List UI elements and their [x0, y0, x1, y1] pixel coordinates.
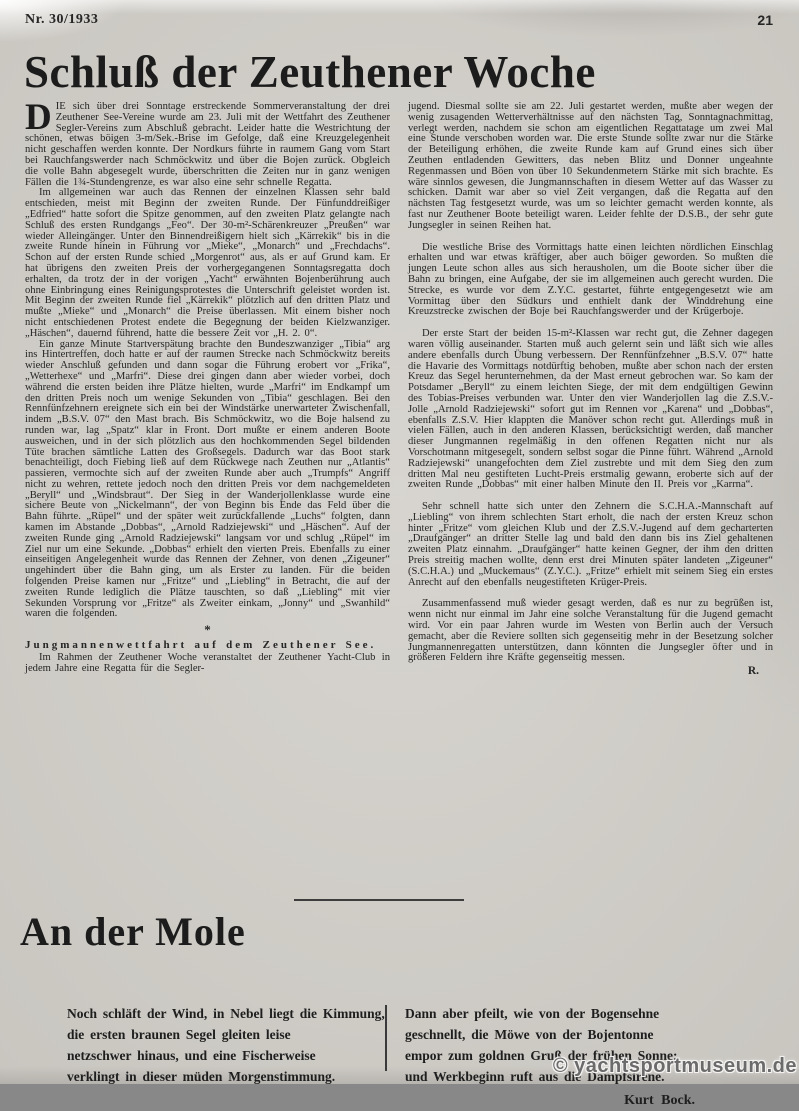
paragraph: Die westliche Brise des Vormittags hatte einen leichten nördlichen Einschlag erhalten und war etwas kräftiger, aber auch böiger geworden. So mußten die jungen Leute schon alles aus sich herausholen, um die Boote sicher über die Bahn zu bringen, eine Aufgabe, der sie im allgemeinen auch gerecht wurden. Die Strecke, es wurde vor dem Z.Y.C. gestartet, führte entgegengesetzt wie am Vormittag über den Südkurs und enthielt dank der Winddrehung eine Kreuzstrecke zwischen der Boje bei Rauchfangswerder und der Krügerboje.	[408, 241, 773, 318]
issue-number: Nr. 30/1933	[25, 12, 99, 27]
article2-title: An der Mole	[20, 909, 246, 954]
poem-line: netzschwer hinaus, und eine Fischerweise	[67, 1048, 316, 1063]
article1-title: Schluß der Zeuthener Woche	[24, 47, 596, 97]
paragraph: Im allgemeinen war auch das Rennen der einzelnen Klassen sehr bald entschieden, meist mit Beginn der zweiten Runde. Der Fünfunddreißiger „Edfried“ hatte sofort die Spitze genommen, auf den zweiten Platz gelangte nach Schluß des ersten Rundgangs „Feo“. Der 30-m²-Schärenkreuzer „Preußen“ war wieder Alleingänger. Unter den Binnendreißigern hielt sich „Kärrekik“ bis in die zweite Runde hinein in Führung vor „Mieke“, „Monarch“ und „Frechdachs“. Schon auf der ersten Runde schied „Morgenrot“ aus, als er auf Grund kam. Er hat übrigens den zweiten Preis der vorhergegangenen Sonntagsregatta doch erhalten, da trotz der in der vorigen „Yacht“ erwähnten Bojenberührung auch ohne Einbringung eines Reinigungsprotestes die Unterschrift geleistet worden ist. Mit Beginn der zweiten Runde fiel „Kärrekik“ plötzlich auf den dritten Platz und mußte „Mieke“ und „Monarch“ die Preise überlassen. Mit einem bisher noch nicht entschiedenen Protest endete die Begegnung der beiden Kielzwanziger. „Häschen“, dauernd führend, hatte die bessere Zeit vor „H. 2. 0“.	[25, 187, 390, 339]
paragraph: Zusammenfassend muß wieder gesagt werden, daß es nur zu begrüßen ist, wenn nicht nur einmal im Jahr eine solche Veranstaltung für die Jugend gemacht wird. Vor ein paar Jahren wurde im Westen von Berlin auch der Versuch gemacht, aber die Reviere sollten sich gegenseitig mehr in der Besetzung solcher Jungmannenregatten unterstützen, dann könnten die Jungsegler öfter und in größeren Feldern ihre Kräfte gegenseitig messen.	[408, 598, 773, 664]
poem-stanza-1	[25, 1003, 385, 1111]
poet-signature: Kurt Bock.	[624, 1093, 695, 1108]
page-number: 21	[757, 12, 773, 28]
poem-line: Noch schläft der Wind, in Nebel liegt die Kimmung,	[67, 1006, 385, 1021]
author-initial: R.	[747, 665, 759, 678]
paragraph: jugend. Diesmal sollte sie am 22. Juli gestartet werden, mußte aber wegen der wenig zusagenden Wetterverhältnisse auf den nächsten Tag, Sonntagnachmittag, verlegt werden, nachdem sie schon am eigentlichen Regattatage um zwei Mal eine Stunde verschoben worden war. Die erste Stunde sollte zwar nur die Stärke der Beteiligung erhöhen, die zweite Runde kam auf Grund eines sich über Zeuthen entladenden Gewitters, das neben Blitz und Donner ungeahnte Regenmassen und Böen von über 10 Sekundenmetern Stärke mit sich brachte. Es wäre sinnlos gewesen, die Jungmannschaften in diesem Wetter auf das Wasser zu schicken. Damit war aber so viel Zeit vergangen, daß die Regatta auf den nächsten Tag festgesetzt wurde, was um so leichter gemacht werden konnte, als fast nur Zeuthener Boote beteiligt waren. Leider fehlte der D.S.B., der sehr gute Jungsegler in seinen Reihen hat.	[408, 101, 773, 231]
article-divider-rule	[294, 899, 464, 901]
poem-line: und Werkbeginn ruft aus die Dampfsirene.	[405, 1069, 665, 1084]
poem-line: die ersten braunen Segel gleiten leise	[67, 1027, 291, 1042]
watermark: © yachtsportmuseum.de	[552, 1055, 797, 1077]
article1-left-column	[25, 97, 390, 688]
star-separator: *	[204, 622, 211, 638]
poem-line: geschnellt, die Möwe von der Bojentonne	[405, 1027, 654, 1042]
paragraph: Der erste Start der beiden 15-m²-Klassen war recht gut, die Zehner dagegen waren völlig auseinander. Starten muß auch gelernt sein und läßt sich wie alles andere ebenfalls durch Übung verbessern. Der Rennfünfzehner „B.S.V. 07“ hatte die Havarie des Vormittags notdürftig behoben, mußte aber schon nach der ersten Kreuz das Segel herunternehmen, da der Mast erneut gebrochen war. So kam der Potsdamer „Beryll“ zu einem leichten Siege, der mit dem endgültigen Gewinn des Tobias-Preises verbunden war. Unter den vier Wanderjollen lag die Z.S.V.-Jolle „Arnold Radziejewski“ sofort gut im Rennen vor „Karena“ und „Dobbas“, ebenfalls Z.S.V. Hier klappten die Manöver schon recht gut. Allerdings muß in vielen Fällen, auch in den anderen Klassen, berücksichtigt werden, daß mancher dieser Jungmannen regelmäßig in den offenen Regatten nicht nur als Vorschotmann mitgesegelt, sondern selbst sogar die Pinne führt. Während „Arnold Radziejewski“ unangefochten dem Ziel zustrebte und mit dem Sieg den zum dritten Mal neu gestifteten Lucht-Preis erstmalig gewann, eroberte sich auf der zweiten Runde „Dobbas“ mit einer halben Minute den II. Preis vor „Karrna“.	[408, 328, 774, 491]
paragraph	[25, 97, 390, 188]
poem-line: empor zum goldnen Gruß der frühen Sonne;	[405, 1048, 678, 1063]
article1-body	[25, 97, 774, 688]
running-head	[25, 12, 773, 28]
poem-line: verklingt in dieser müden Morgenstimmung.	[67, 1069, 336, 1084]
article1-right-column	[408, 102, 773, 688]
paragraph: Ein ganze Minute Startverspätung brachte den Bundeszwanziger „Tibia“ arg ins Hintertreffen, doch hatte er auf der raumen Strecke nach Schmöckwitz bereits wieder Anschluß gefunden und dann sogar die Führung erobert vor „Frika“, „Wetterhexe“ und „Marfri“. Diese drei gingen dann aber wieder vorbei, doch während die ersten beiden ihre Plätze hielten, wurde „Marfri“ im Endkampf um den dritten Preis noch um wenige Sekunden von „Tibia“ geschlagen. Bei den Rennfünfzehnern ereignete sich ein bei der Windstärke unerwarteter Zwischenfall, indem „B.S.V. 07“ den Mast brach. Bis Schmöckwitz, wo die Boje halsend zu runden war, lag „Spatz“ klar in Front. Dort mußte er einem anderen Boote ausweichen, und in der sich plötzlich aus den hochkommenden Segel bildenden Tüte brachen sämtliche Latten des Großsegels. Dadurch war das Boot stark benachteiligt, doch Fiebing ließ auf dem Rückwege nach Zeuthen nur „Atlantis“ passieren, vermochte sich auf der zweiten Runde aber auch „Trumpfs“ Angriff nicht zu wehren, rettete jedoch noch den dritten Preis vor dem nachgemeldeten „Beryll“ und „Windsbraut“. Der Sieg in der Wanderjollenklasse wurde eine sichere Beute von „Nickelmann“, der von Beginn bis Ende das Feld über die Bahn führte. „Rüpel“ und der später weit zurückfallende „Luchs“ folgten, dann kamen im Abstande „Dobbas“, „Arnold Radziejewski“ und „Häschen“. Auf der zweiten Runde ging „Arnold Radziejewski“ langsam vor und schlug „Rüpel“ im Ziel nur um eine Sekunde. „Dobbas“ erhielt den vierten Preis. Ebenfalls zu einer einseitigen Angelegenheit wurde das Rennen der Zehner, von denen „Zigeuner“ ungehindert über die Bahn ging, um als Erster zu landen. Für die beiden folgenden Preise kamen nur „Fritze“ und „Liebling“ in Betracht, die auf der zweiten Runde lediglich die Plätze tauschten, so daß „Liebling“ mit vier Sekunden Vorsprung vor „Fritze“ als Zweiter einkam, „Jonny“ und „Swanhild“ waren die folgenden.	[25, 338, 390, 620]
paragraph: Sehr schnell hatte sich unter den Zehnern die S.C.H.A.-Mannschaft auf „Liebling“ von ihrem schlechten Start erholt, die nach der ersten Kreuz schon hinter „Fritze“ vom gleichen Klub und der Z.S.V.-Jugend auf dem gecharterten „Draufgänger“ an dritter Stelle lag und bald den dann bis ins Ziel gehaltenen zweiten Platz einnahm. „Draufgänger“ hatte keinen Gegner, der ihm den dritten Preis streitig machen wollte, denn erst drei Minuten später landeten „Zigeuner“ (S.C.H.A.) und „Muckemaus“ (Z.Y.C.). „Fritze“ erhielt mit seinem Sieg ein erstes Anrecht auf den ebenfalls neugestifteten Krüger-Preis.	[408, 501, 773, 588]
paragraph	[25, 653, 390, 675]
subheading: Jungmannenwettfahrt auf dem Zeuthener See.	[25, 639, 377, 652]
poem-line: Dann aber pfeilt, wie von der Bogensehne	[405, 1006, 660, 1021]
paragraph-text: IE sich über drei Sonntage erstreckende Sommerveranstaltung der drei Zeuthener See-Vereine wurde am 23. Juli mit der Wettfahrt des Zeuthener Segler-Vereins zum Abschluß gebracht. Leider hatte die Westrichtung der schönen, etwas böigen 3-m/Sek.-Brise im Gefolge, daß eine Kreuzgelegenheit nicht geschaffen werden konnte. Der Nordkurs führte in raumem Gang vom Start bei Rauchfangswerder nach Schmöckwitz und über die Bojen zurück. Obgleich die volle Bahn abgesegelt wurde, überschritten die Zeiten nur in ganz wenigen Fällen die 1¾-Stundengrenze, es war also eine sehr schnelle Regatta.	[25, 101, 390, 188]
drop-cap: D	[25, 97, 52, 138]
paragraph-text: Im Rahmen der Zeuthener Woche veranstaltet der Zeuthener Yacht-Club in jedem Jahre eine Regatta für die Segler-	[25, 651, 390, 674]
